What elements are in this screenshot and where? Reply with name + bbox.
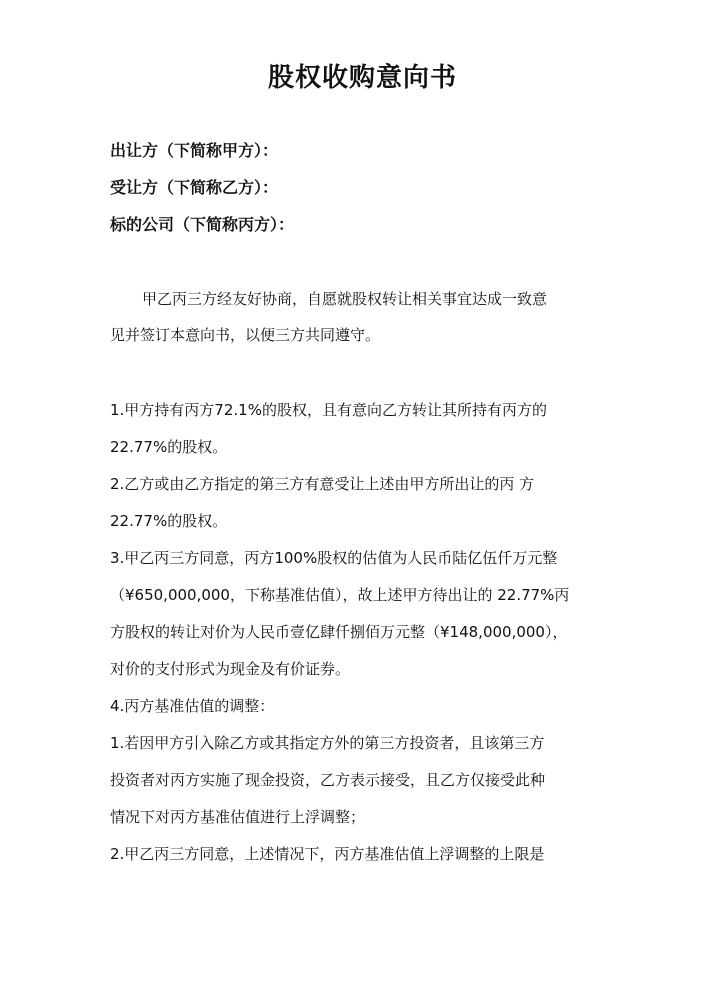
- clause-line: （¥650,000,000，下称基准估值），故上述甲方待出让的 22.77%丙: [110, 586, 570, 604]
- clause-line: 方股权的转让对价为人民币壹亿肆仟捌佰万元整（¥148,000,000），: [110, 623, 568, 641]
- clause-line: 1.若因甲方引入除乙方或其指定方外的第三方投资者，且该第三方: [110, 734, 545, 752]
- document-title: 股权收购意向书: [267, 63, 457, 93]
- intro-line: 见并签订本意向书，以便三方共同遵守。: [110, 326, 381, 344]
- party-target-company: 标的公司（下简称丙方）：: [110, 215, 295, 234]
- clause-line: 4.丙方基准估值的调整：: [110, 697, 275, 715]
- clause-line: 2.甲乙丙三方同意，上述情况下，丙方基准估值上浮调整的上限是: [110, 845, 545, 863]
- clause-line: 情况下对丙方基准估值进行上浮调整；: [110, 808, 366, 826]
- clause-line: 3.甲乙丙三方同意，丙方100%股权的估值为人民币陆亿伍仟万元整: [110, 549, 558, 567]
- clause-line: 2.乙方或由乙方指定的第三方有意受让上述由甲方所出让的丙 方: [110, 475, 535, 493]
- clause-line: 22.77%的股权。: [110, 438, 228, 456]
- intro-line: 甲乙丙三方经友好协商，自愿就股权转让相关事宜达成一致意: [142, 290, 548, 308]
- clause-line: 1.甲方持有丙方72.1%的股权，且有意向乙方转让其所持有丙方的: [110, 401, 547, 419]
- party-transferor: 出让方（下简称甲方）：: [110, 141, 279, 160]
- clause-line: 22.77%的股权。: [110, 512, 228, 530]
- party-transferee: 受让方（下简称乙方）：: [110, 178, 279, 197]
- clause-line: 对价的支付形式为现金及有价证券。: [110, 660, 351, 678]
- clause-line: 投资者对丙方实施了现金投资，乙方表示接受，且乙方仅接受此种: [110, 771, 546, 789]
